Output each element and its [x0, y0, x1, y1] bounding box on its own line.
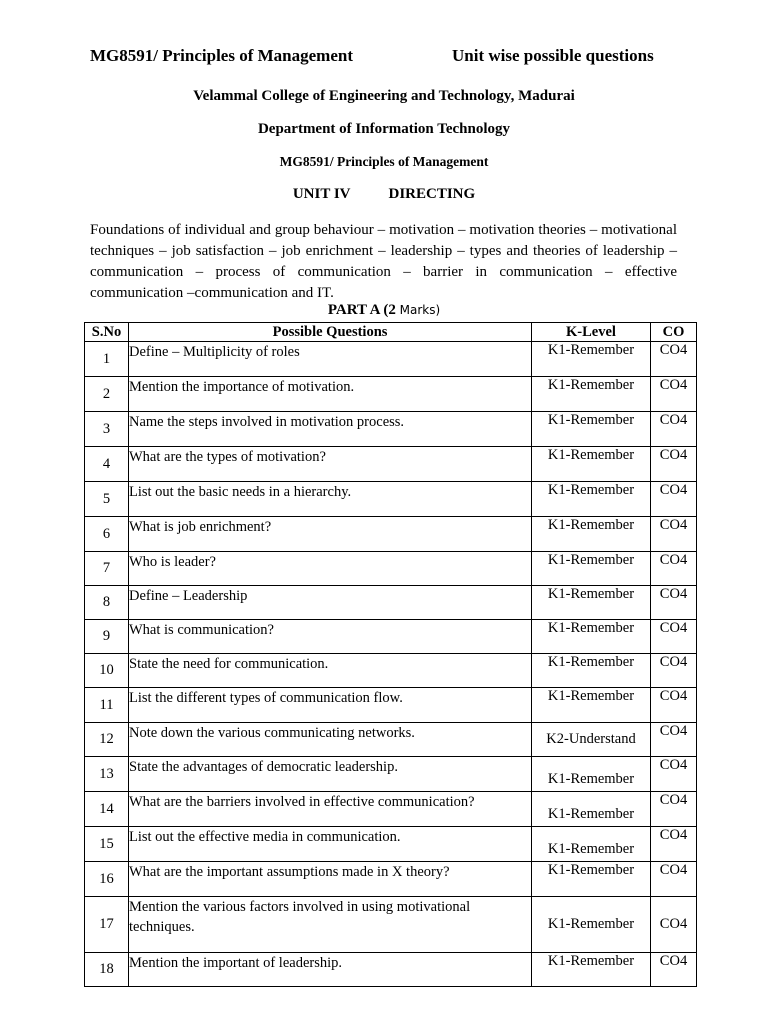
table-row — [85, 586, 697, 620]
row-question: List out the effective media in communication. — [129, 827, 532, 862]
row-co: CO4 — [651, 827, 697, 862]
table-header-row — [85, 323, 697, 342]
questions-table — [84, 322, 697, 987]
row-klevel: K1-Remember — [532, 447, 651, 482]
table-row — [85, 827, 697, 862]
row-co: CO4 — [651, 342, 697, 377]
row-klevel: K1-Remember — [532, 586, 651, 620]
row-sno: 16 — [85, 862, 129, 897]
row-klevel: K1-Remember — [532, 377, 651, 412]
row-co: CO4 — [651, 897, 697, 953]
header-course-title: MG8591/ Principles of Management — [90, 46, 353, 65]
table-row — [85, 447, 697, 482]
row-co: CO4 — [651, 654, 697, 688]
table-row — [85, 792, 697, 827]
table-row — [85, 723, 697, 757]
row-klevel: K1-Remember — [532, 517, 651, 552]
table-row — [85, 377, 697, 412]
row-co: CO4 — [651, 953, 697, 987]
row-question: What are the types of motivation? — [129, 447, 532, 482]
row-co: CO4 — [651, 688, 697, 723]
row-question: Mention the important of leadership. — [129, 953, 532, 987]
header-klevel: K-Level — [532, 323, 651, 342]
row-klevel: K1-Remember — [532, 688, 651, 723]
row-co: CO4 — [651, 862, 697, 897]
row-question: Note down the various communicating networks. — [129, 723, 532, 757]
row-sno: 12 — [85, 723, 129, 757]
row-sno: 11 — [85, 688, 129, 723]
row-sno: 13 — [85, 757, 129, 792]
header-sno: S.No — [85, 323, 129, 342]
row-question: Mention the importance of motivation. — [129, 377, 532, 412]
row-co: CO4 — [651, 552, 697, 586]
row-question: What are the important assumptions made in X theory? — [129, 862, 532, 897]
row-klevel: K1-Remember — [532, 757, 651, 792]
row-question: What is communication? — [129, 620, 532, 654]
row-sno: 8 — [85, 586, 129, 620]
part-heading — [0, 302, 768, 319]
row-klevel: K1-Remember — [532, 482, 651, 517]
row-sno: 14 — [85, 792, 129, 827]
row-sno: 15 — [85, 827, 129, 862]
row-question: List out the basic needs in a hierarchy. — [129, 482, 532, 517]
row-question: Define – Leadership — [129, 586, 532, 620]
row-sno: 5 — [85, 482, 129, 517]
unit-title: DIRECTING — [388, 186, 476, 202]
row-question: Name the steps involved in motivation process. — [129, 412, 532, 447]
table-row — [85, 482, 697, 517]
row-klevel: K1-Remember — [532, 552, 651, 586]
table-row — [85, 953, 697, 987]
row-co: CO4 — [651, 482, 697, 517]
unit-heading — [0, 186, 768, 203]
row-sno: 18 — [85, 953, 129, 987]
row-klevel: K1-Remember — [532, 862, 651, 897]
row-co: CO4 — [651, 447, 697, 482]
course-title: MG8591/ Principles of Management — [279, 154, 489, 169]
table-row — [85, 620, 697, 654]
unit-number: UNIT IV — [292, 186, 351, 202]
row-question: Mention the various factors involved in using motivational techniques. — [129, 897, 532, 953]
row-question: List the different types of communication flow. — [129, 688, 532, 723]
row-sno: 1 — [85, 342, 129, 377]
table-row — [85, 654, 697, 688]
row-question: State the advantages of democratic leadership. — [129, 757, 532, 792]
page-header — [90, 46, 690, 70]
row-klevel: K2-Understand — [532, 723, 651, 757]
table-row — [85, 517, 697, 552]
row-sno: 9 — [85, 620, 129, 654]
table-row — [85, 862, 697, 897]
part-marks: Marks) — [399, 303, 441, 317]
table-row — [85, 342, 697, 377]
row-question: Who is leader? — [129, 552, 532, 586]
row-sno: 3 — [85, 412, 129, 447]
row-klevel: K1-Remember — [532, 342, 651, 377]
row-klevel: K1-Remember — [532, 897, 651, 953]
department-name: Department of Information Technology — [257, 121, 511, 137]
unit-syllabus: Foundations of individual and group behaviour – motivation – motivation theories – motivational techniques – job satisfaction – job enrichment – leadership – types and theories of leadership – communication – process of communication – barrier in communication – effective communication –communication and IT. — [90, 222, 677, 301]
header-co: CO — [651, 323, 697, 342]
row-klevel: K1-Remember — [532, 620, 651, 654]
row-question: What is job enrichment? — [129, 517, 532, 552]
row-question: Define – Multiplicity of roles — [129, 342, 532, 377]
header-document-title: Unit wise possible questions — [452, 46, 654, 65]
row-question: State the need for communication. — [129, 654, 532, 688]
row-question: What are the barriers involved in effective communication? — [129, 792, 532, 827]
row-sno: 17 — [85, 897, 129, 953]
row-sno: 7 — [85, 552, 129, 586]
row-co: CO4 — [651, 723, 697, 757]
row-sno: 2 — [85, 377, 129, 412]
row-co: CO4 — [651, 792, 697, 827]
table-row — [85, 897, 697, 953]
row-co: CO4 — [651, 377, 697, 412]
part-title: PART A (2 — [327, 302, 396, 318]
row-co: CO4 — [651, 412, 697, 447]
row-klevel: K1-Remember — [532, 827, 651, 862]
row-klevel: K1-Remember — [532, 654, 651, 688]
row-sno: 10 — [85, 654, 129, 688]
row-sno: 6 — [85, 517, 129, 552]
row-sno: 4 — [85, 447, 129, 482]
college-name: Velammal College of Engineering and Technology, Madurai — [193, 88, 575, 104]
row-co: CO4 — [651, 757, 697, 792]
table-row — [85, 552, 697, 586]
table-row — [85, 688, 697, 723]
header-question: Possible Questions — [129, 323, 532, 342]
row-co: CO4 — [651, 586, 697, 620]
row-klevel: K1-Remember — [532, 792, 651, 827]
table-row — [85, 412, 697, 447]
table-row — [85, 757, 697, 792]
row-klevel: K1-Remember — [532, 953, 651, 987]
row-co: CO4 — [651, 620, 697, 654]
row-co: CO4 — [651, 517, 697, 552]
row-klevel: K1-Remember — [532, 412, 651, 447]
